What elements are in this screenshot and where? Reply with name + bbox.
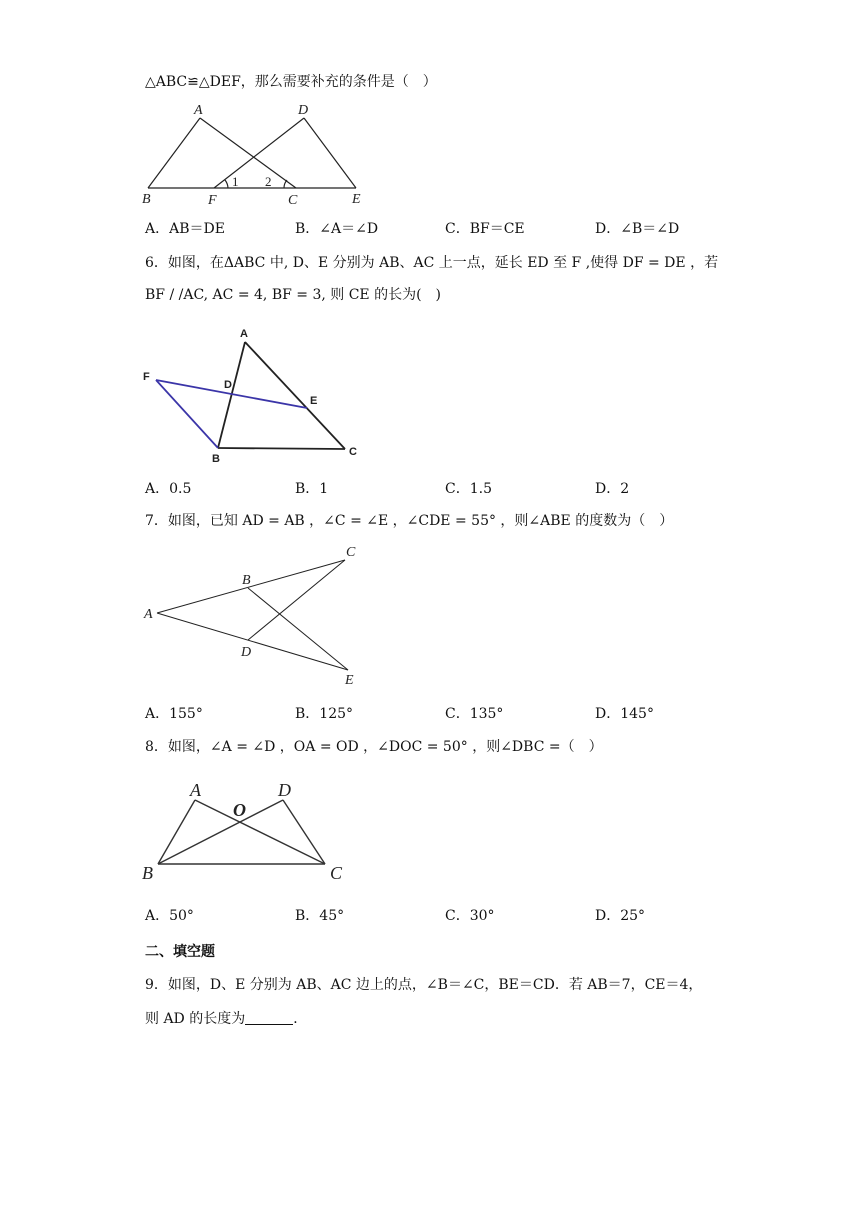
q8-option-a[interactable]: A．50°: [145, 908, 194, 924]
q5-option-d[interactable]: D．∠B＝∠D: [595, 221, 680, 237]
q6-option-a[interactable]: A．0.5: [145, 481, 192, 497]
q7-segment-BE: [248, 588, 348, 670]
q6-label-F: F: [143, 371, 150, 383]
q5-option-b[interactable]: B．∠A＝∠D: [295, 221, 379, 237]
q6-stem-line1: 6．如图，在ΔABC 中, D、E 分别为 AB、AC 上一点，延长 ED 至 F ,使得 DF = DE ，若: [145, 255, 719, 271]
q9-answer-blank[interactable]: [245, 1010, 293, 1025]
q6-segment-AC: [245, 342, 345, 449]
q6-option-c[interactable]: C．1.5: [445, 481, 492, 497]
q6-stem-line2: BF / /AC, AC = 4, BF = 3, 则 CE 的长为( ): [145, 287, 442, 303]
q7-label-E: E: [345, 673, 354, 688]
q5-segment-DE: [304, 118, 356, 188]
q6-label-D: D: [224, 379, 232, 391]
q5-label-2: 2: [265, 174, 272, 189]
q6-label-C: C: [349, 446, 357, 458]
q6-segment-BC: [218, 448, 345, 449]
q7-segment-AC: [157, 560, 345, 613]
q8-segment-AC: [195, 800, 325, 864]
q7-option-d[interactable]: D．145°: [595, 706, 654, 722]
q8-label-A: A: [190, 780, 201, 800]
q5-label-E: E: [352, 192, 361, 207]
q8-stem: 8．如图，∠A = ∠D ，OA = OD ，∠DOC = 50° ，则∠DBC =（ ）: [145, 739, 603, 755]
q7-option-a[interactable]: A．155°: [145, 706, 203, 722]
q5-label-F: F: [208, 193, 217, 208]
q7-label-A: A: [144, 607, 153, 622]
q6-option-d[interactable]: D．2: [595, 481, 630, 497]
q5-label-A: A: [194, 103, 203, 118]
q5-label-D: D: [298, 103, 309, 118]
q5-figure: [140, 100, 380, 210]
q7-option-c[interactable]: C．135°: [445, 706, 504, 722]
q5-segment-FD: [214, 118, 304, 188]
q5-label-1: 1: [232, 174, 239, 189]
q5-angle-1-arc: [225, 180, 228, 188]
q5-options: [145, 219, 765, 239]
q5-label-C: C: [288, 193, 298, 208]
q6-options: [145, 479, 765, 499]
q5-segment-AC: [200, 118, 296, 188]
q5-option-a[interactable]: A．AB＝DE: [145, 221, 225, 237]
q9-stem-line2: [145, 1009, 307, 1029]
q5-segment-BA: [148, 118, 200, 188]
q6-label-E: E: [310, 395, 318, 407]
q8-options: [145, 906, 765, 926]
q7-figure: [140, 540, 370, 690]
q6-option-b[interactable]: B．1: [295, 481, 329, 497]
q6-label-A: A: [240, 328, 248, 340]
q9-stem-text: 则 AD 的长度为: [145, 1011, 246, 1027]
q8-option-d[interactable]: D．25°: [595, 908, 646, 924]
q8-label-O: O: [233, 800, 246, 820]
q7-label-B: B: [242, 573, 251, 588]
q8-label-D: D: [278, 780, 291, 800]
q5-angle-2-arc: [284, 180, 287, 188]
q5-label-B: B: [142, 192, 151, 207]
q8-figure: [140, 776, 360, 886]
q9-stem-line1: 9．如图，D、E 分别为 AB、AC 边上的点，∠B＝∠C，BE＝CD．若 AB＝7，CE＝4，: [145, 977, 703, 993]
q8-label-C: C: [330, 863, 343, 883]
q5-stem: △ABC≌△DEF，那么需要补充的条件是（ ）: [145, 74, 437, 90]
q7-label-C: C: [346, 545, 356, 560]
q5-option-c[interactable]: C．BF＝CE: [445, 221, 525, 237]
q6-label-B: B: [212, 453, 220, 465]
q7-label-D: D: [241, 645, 252, 660]
q8-option-c[interactable]: C．30°: [445, 908, 495, 924]
q7-options: [145, 704, 765, 724]
q7-segment-AE: [157, 613, 348, 670]
q6-figure: [140, 322, 370, 467]
section-fill-in-title: 二、填空题: [145, 944, 215, 960]
q8-option-b[interactable]: B．45°: [295, 908, 345, 924]
q7-option-b[interactable]: B．125°: [295, 706, 354, 722]
q8-label-B: B: [142, 863, 153, 883]
q9-stem-end: ．: [293, 1011, 308, 1027]
q7-stem: 7．如图，已知 AD = AB ，∠C = ∠E ，∠CDE = 55° ，则∠ABE 的度数为（ ）: [145, 513, 674, 529]
